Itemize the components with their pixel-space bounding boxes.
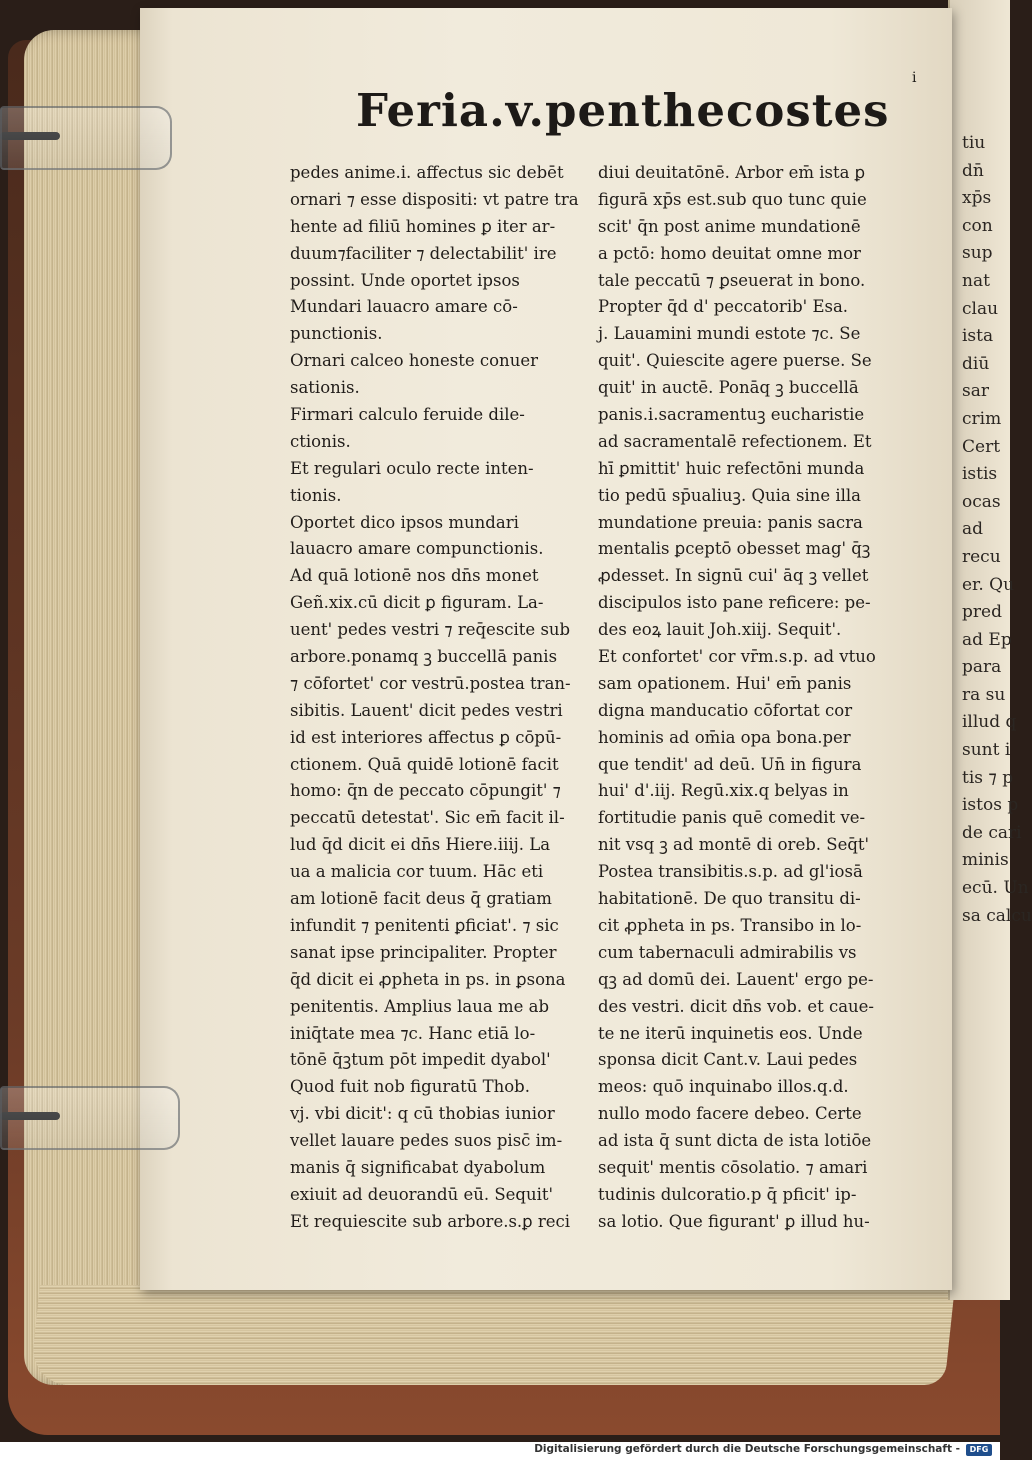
text-line: Et confortet' cor vr̄m.s.p. ad vtuo	[598, 647, 876, 667]
text-line: pedes anime.i. affectus sic debēt	[290, 163, 564, 182]
text-line: Mundari lauacro amare cō-	[290, 297, 518, 317]
text-line: digna manducatio cōfortat cor	[598, 700, 853, 720]
text-line: ctionis.	[290, 431, 351, 451]
text-line: vj. vbi dicit': q cū thobias iunior	[290, 1104, 555, 1124]
text-line: hominis ad om̄ia opa bona.per	[598, 727, 851, 747]
text-line: Propter q̄d d' peccatorib' Esa.	[598, 297, 849, 317]
text-line: habitationē. De quo transitu di-	[598, 889, 861, 909]
page-heading: Feria.v.penthecostes	[356, 84, 890, 137]
facing-page-fragment: ra su	[962, 684, 1006, 705]
text-line: discipulos isto pane reficere: pe-	[598, 593, 871, 613]
text-line: tōnē q̄ꝫtum pōt impedit dyabol'	[290, 1050, 551, 1070]
folio-mark: i	[912, 70, 917, 86]
text-line: hente ad filiū homines ꝑ iter ar-	[290, 216, 556, 236]
text-line: punctionis.	[290, 324, 383, 344]
facing-page-fragment: pred	[962, 602, 1002, 623]
dfg-logo: DFG	[966, 1444, 992, 1456]
facing-page-fragment: diū	[962, 353, 990, 374]
page-edges-bottom	[29, 1285, 955, 1385]
facing-page-fragment: er. Qu	[962, 574, 1015, 595]
text-line: ornari ⁊ esse dispositi: vt patre tra	[290, 189, 579, 209]
text-line: meos: quō inquinabo illos.q.d.	[598, 1077, 849, 1097]
text-line: Geñ.xix.cū dicit ꝑ figuram. La-	[290, 593, 544, 613]
text-line: hī ꝑmittit' huic refectōni munda	[598, 458, 865, 478]
text-line: lud q̄d dicit ei dn̄s Hiere.iiij. La	[290, 835, 551, 855]
facing-page-fragment: nat	[962, 270, 990, 291]
facing-page-text	[962, 130, 1032, 930]
facing-page-fragment: Cert	[962, 436, 1001, 457]
text-line: panis.i.sacramentuꝫ eucharistie	[598, 405, 865, 425]
facing-page-fragment: dn̄	[962, 160, 984, 181]
facing-page-fragment: istos p	[962, 795, 1019, 816]
text-line: fortitudie panis quē comedit ve-	[598, 808, 866, 828]
facing-page-fragment: sa calcu	[962, 905, 1032, 926]
text-line: tudinis dulcoratio.p q̄ pficit' ip-	[598, 1184, 857, 1204]
facing-page-fragment: de cari	[962, 822, 1022, 843]
text-line: ua a malicia cor tuum. Hāc eti	[290, 862, 544, 882]
text-line: uent' pedes vestri ⁊ req̄escite sub	[290, 620, 571, 640]
text-line: sponsa dicit Cant.v. Laui pedes	[598, 1050, 858, 1070]
text-line: mentalis ꝑceptō obesset mag' q̄ꝫ	[598, 539, 871, 559]
facing-page-fragment: xp̄s	[962, 188, 992, 209]
text-line: possint. Unde oportet ipsos	[290, 270, 520, 290]
text-line: Et regulari oculo recte inten-	[290, 458, 534, 478]
facing-page-fragment: sup	[962, 243, 993, 264]
text-line: tale peccatū ⁊ ꝑseuerat in bono.	[598, 270, 866, 290]
facing-page-fragment: illud q	[962, 712, 1017, 733]
text-line: penitentis. Amplius laua me ab	[290, 996, 550, 1016]
facing-page-fragment: con	[962, 215, 993, 236]
facing-page-fragment: istis	[962, 464, 998, 485]
text-line: nit vsq ꝫ ad montē di oreb. Seq̄t'	[598, 835, 870, 855]
facing-page-fragment: clau	[962, 298, 999, 319]
text-line: scit' q̄n post anime mundationē	[598, 216, 861, 236]
text-line: des vestri. dicit dn̄s vob. et caue-	[598, 996, 875, 1016]
text-line: j. Lauamini mundi estote ⁊c. Se	[598, 324, 861, 344]
text-line: Ornari calceo honeste conuer	[290, 351, 538, 371]
text-line: duum⁊faciliter ⁊ delectabilit' ire	[290, 243, 557, 263]
text-line: q̄d dicit ei ꝓpheta in ps. in ꝑsona	[290, 969, 566, 989]
text-line: arbore.ponamq ꝫ buccellā panis	[290, 647, 558, 667]
facing-page-fragment: ecū. Un	[962, 878, 1029, 899]
text-line: vellet lauare pedes suos pisc̄ im-	[290, 1131, 563, 1151]
text-line: tio pedū sp̄ualiuꝫ. Quia sine illa	[598, 485, 862, 505]
text-line: Quod fuit nob figuratū Thob.	[290, 1077, 530, 1097]
text-line: figurā xp̄s est.sub quo tunc quie	[598, 189, 867, 209]
text-line: infundit ⁊ penitenti ꝑficiat'. ⁊ sic	[290, 915, 559, 935]
facing-page-fragment: tiu	[962, 133, 986, 153]
text-line: ⁊ cōfortet' cor vestrū.postea tran-	[290, 673, 571, 693]
text-line: Postea transibitis.s.p. ad gl'iosā	[598, 862, 863, 882]
page-clamp-bottom	[0, 1086, 180, 1150]
text-line: am lotionē facit deus q̄ gratiam	[290, 889, 552, 909]
text-line: te ne iterū inquinetis eos. Unde	[598, 1023, 863, 1043]
text-line: cit ꝓpheta in ps. Transibo in lo-	[598, 915, 862, 935]
credit-text: Digitalisierung gefördert durch die Deutsche Forschungsgemeinschaft -	[534, 1443, 960, 1455]
text-line: qꝫ ad domū dei. Lauent' ergo pe-	[598, 969, 874, 989]
facing-page-edge	[948, 0, 1032, 1300]
facing-page-fragment: recu	[962, 546, 1001, 567]
text-line: sationis.	[290, 378, 360, 398]
facing-page-fragment: sar	[962, 381, 989, 402]
text-line: sibitis. Lauent' dicit pedes vestri	[290, 700, 563, 720]
text-line: quit' in auctē. Ponāq ꝫ buccellā	[598, 378, 859, 398]
text-line: hui' d'.iij. Regū.xix.q belyas in	[598, 781, 849, 801]
text-line: peccatū detestat'. Sic em̄ facit il-	[290, 808, 565, 828]
text-line: ad ista q̄ sunt dicta de ista lotiōe	[598, 1131, 872, 1151]
text-line: homo: q̄n de peccato cōpungit' ⁊	[290, 781, 561, 801]
text-line: Firmari calculo feruide dile-	[290, 405, 525, 425]
text-line: Et requiescite sub arbore.s.ꝑ reci	[290, 1211, 571, 1231]
text-line: ad sacramentalē refectionem. Et	[598, 431, 872, 451]
text-line: sanat ipse principaliter. Propter	[290, 942, 557, 962]
text-line: ꝓdesset. In signū cui' āq ꝫ vellet	[598, 566, 869, 586]
text-line: tionis.	[290, 485, 342, 505]
page-clamp-top	[0, 106, 172, 170]
facing-page-fragment: sunt i	[962, 740, 1011, 761]
facing-page-fragment: tis ⁊ p	[962, 767, 1014, 788]
text-line: ctionem. Quā quidē lotionē facit	[290, 754, 559, 774]
text-line: sam opationem. Hui' em̄ panis	[598, 673, 852, 693]
text-line: mundatione preuia: panis sacra	[598, 512, 863, 532]
text-column-right	[598, 160, 898, 1236]
text-line: que tendit' ad deū. Un̄ in figura	[598, 754, 862, 774]
text-line: id est interiores affectus ꝑ cōpū-	[290, 727, 562, 747]
facing-page-fragment: para	[962, 657, 1002, 678]
text-line: iniq̄tate mea ⁊c. Hanc etiā lo-	[290, 1023, 536, 1043]
text-line: nullo modo facere debeo. Certe	[598, 1104, 862, 1124]
facing-page-fragment: minis	[962, 850, 1009, 871]
text-line: cum tabernaculi admirabilis vs	[598, 942, 857, 962]
text-line: manis q̄ significabat dyabolum	[290, 1157, 546, 1177]
text-line: des eoꝝ lauit Joh.xiij. Sequit'.	[598, 620, 842, 640]
text-line: exiuit ad deuorandū eū. Sequit'	[290, 1184, 554, 1204]
facing-page-fragment: ad	[962, 519, 984, 540]
facing-page-fragment: crim	[962, 408, 1002, 429]
facing-page-fragment: ista	[962, 326, 994, 347]
facing-page-fragment: ad Ep	[962, 629, 1012, 650]
text-line: Ad quā lotionē nos dn̄s monet	[290, 566, 539, 586]
credit-bar	[0, 1442, 1000, 1460]
text-line: sequit' mentis cōsolatio. ⁊ amari	[598, 1157, 868, 1177]
text-line: sa lotio. Que figurant' ꝑ illud hu-	[598, 1211, 870, 1231]
text-line: Oportet dico ipsos mundari	[290, 512, 519, 532]
text-line: lauacro amare compunctionis.	[290, 539, 544, 559]
text-line: quit'. Quiescite agere puerse. Se	[598, 351, 872, 371]
facing-page-fragment: ocas	[962, 491, 1001, 512]
text-column-left	[290, 160, 588, 1236]
text-line: a pctō: homo deuitat omne mor	[598, 243, 861, 263]
text-line: diui deuitatōnē. Arbor em̄ ista ꝑ	[598, 163, 866, 182]
